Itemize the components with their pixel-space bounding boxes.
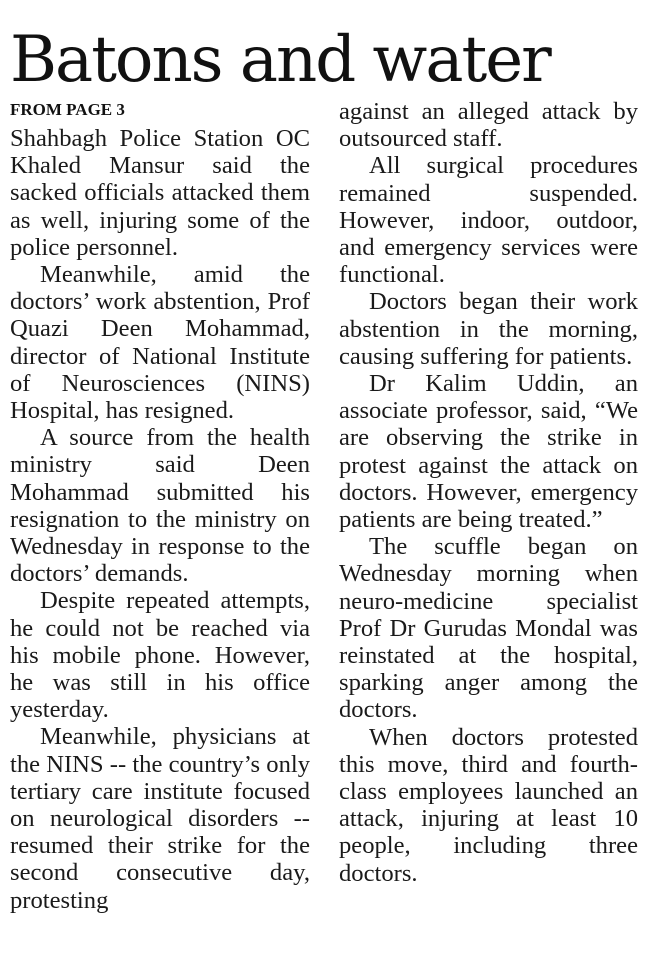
paragraph: Despite repeated attempts, he could not be reached via his mobile phone. However, he was still in his office yesterday. — [10, 587, 310, 724]
headline: Batons and water — [10, 23, 550, 97]
article-column-left — [10, 125, 310, 914]
article-column-right — [339, 98, 638, 887]
paragraph: Meanwhile, amid the doctors’ work abstention, Prof Quazi Deen Mohammad, director of National Institute of Neurosciences (NINS) Hospital, has resigned. — [10, 261, 310, 425]
paragraph: Dr Kalim Uddin, an associate professor, said, “We are observing the strike in protest against the attack on doctors. However, emergency patients are being treated.” — [339, 370, 638, 534]
paragraph: Doctors began their work abstention in the morning, causing suffering for patients. — [339, 288, 638, 370]
paragraph: against an alleged attack by outsourced staff. — [339, 98, 638, 153]
paragraph: A source from the health ministry said Deen Mohammad submitted his resignation to the ministry on Wednesday in response to the doctors’ demands. — [10, 424, 310, 588]
paragraph: All surgical procedures remained suspended. However, indoor, outdoor, and emergency services were functional. — [339, 152, 638, 289]
paragraph: The scuffle began on Wednesday morning when neuro-medicine specialist Prof Dr Gurudas Mondal was reinstated at the hospital, sparking anger among the doctors. — [339, 533, 638, 724]
paragraph: Shahbagh Police Station OC Khaled Mansur said the sacked officials attacked them as well, injuring some of the police personnel. — [10, 125, 310, 261]
jump-line: FROM PAGE 3 — [10, 100, 125, 119]
paragraph: When doctors protested this move, third and fourth-class employees launched an attack, injuring at least 10 people, including three doctors. — [339, 723, 638, 887]
paragraph: Meanwhile, physicians at the NINS -- the country’s only tertiary care institute focused on neurological disorders -- resumed their strike for the second consecutive day, protesting — [10, 723, 310, 914]
